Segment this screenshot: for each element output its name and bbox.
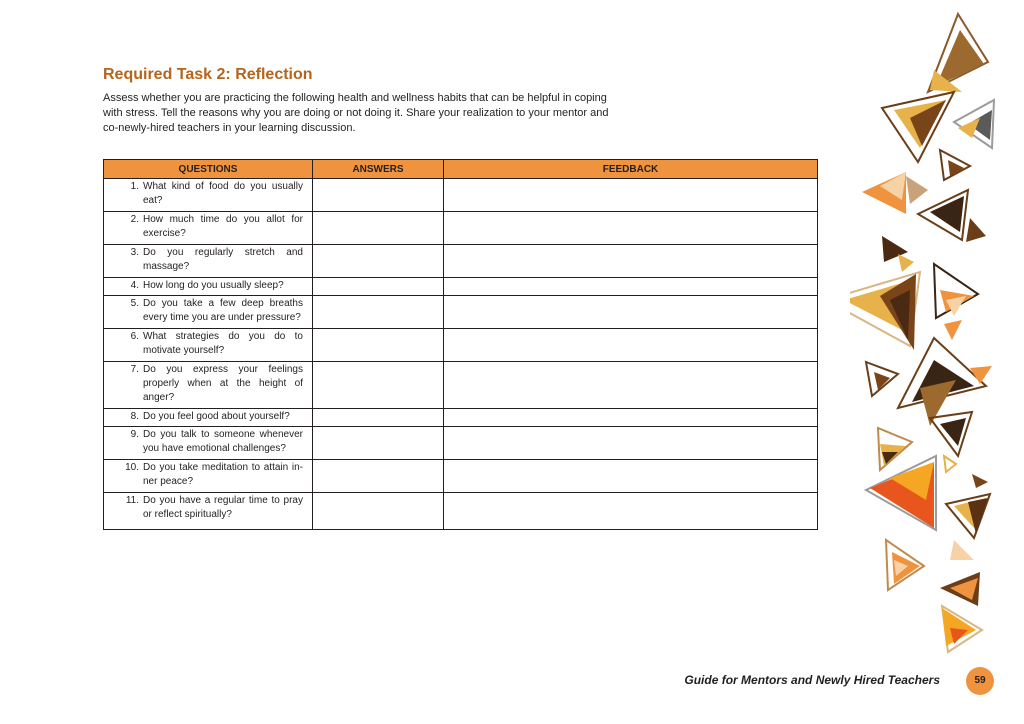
table-row bbox=[104, 245, 818, 278]
answer-cell[interactable] bbox=[313, 427, 444, 460]
question-number: 7. bbox=[130, 364, 139, 375]
question-text: How long do you usually sleep? bbox=[143, 280, 284, 291]
answer-cell[interactable] bbox=[313, 409, 444, 427]
decorative-triangle bbox=[944, 320, 962, 340]
table-row bbox=[104, 493, 818, 530]
table-row bbox=[104, 460, 818, 493]
answer-cell[interactable] bbox=[313, 296, 444, 329]
decorative-triangle bbox=[966, 218, 986, 242]
answer-cell[interactable] bbox=[313, 329, 444, 362]
decorative-triangle bbox=[898, 254, 914, 272]
question-number: 3. bbox=[130, 247, 139, 258]
question-text: What kind of food do you usually eat? bbox=[143, 181, 303, 206]
feedback-cell[interactable] bbox=[444, 278, 818, 296]
column-header-answers: ANSWERS bbox=[313, 160, 444, 179]
question-cell bbox=[104, 179, 313, 212]
decorative-triangle bbox=[944, 456, 956, 472]
decorative-triangle bbox=[920, 380, 956, 426]
decorative-triangle bbox=[972, 474, 988, 488]
question-number: 5. bbox=[130, 298, 139, 309]
question-cell bbox=[104, 278, 313, 296]
table-header-row bbox=[104, 160, 818, 179]
question-text: Do you regularly stretch and massage? bbox=[143, 247, 303, 272]
question-text: How much time do you allot for exercise? bbox=[143, 214, 303, 239]
feedback-cell[interactable] bbox=[444, 296, 818, 329]
decorative-triangles bbox=[850, 0, 1024, 660]
table-row bbox=[104, 296, 818, 329]
question-cell bbox=[104, 245, 313, 278]
column-header-feedback: FEEDBACK bbox=[444, 160, 818, 179]
question-text: Do you take a few deep breaths every time you are under pressure? bbox=[143, 298, 303, 323]
answer-cell[interactable] bbox=[313, 493, 444, 530]
answer-cell[interactable] bbox=[313, 278, 444, 296]
table-row bbox=[104, 362, 818, 409]
question-cell bbox=[104, 329, 313, 362]
feedback-cell[interactable] bbox=[444, 329, 818, 362]
page-title: Required Task 2: Reflection bbox=[103, 66, 313, 83]
decorative-triangle bbox=[930, 196, 964, 232]
question-number: 8. bbox=[130, 411, 139, 422]
feedback-cell[interactable] bbox=[444, 212, 818, 245]
question-number: 9. bbox=[130, 429, 139, 440]
decorative-triangle bbox=[942, 608, 976, 646]
feedback-cell[interactable] bbox=[444, 460, 818, 493]
question-number: 1. bbox=[130, 181, 139, 192]
page-number-badge: 59 bbox=[966, 667, 994, 695]
question-text: Do you talk to someone whenever you have emotional challenges? bbox=[143, 429, 303, 454]
question-number: 10. bbox=[125, 462, 139, 473]
table-row bbox=[104, 329, 818, 362]
question-number: 6. bbox=[130, 331, 139, 342]
question-cell bbox=[104, 460, 313, 493]
question-number: 11. bbox=[125, 495, 139, 506]
question-cell bbox=[104, 212, 313, 245]
reflection-table bbox=[103, 159, 818, 530]
question-text: Do you have a regular time to pray or reflect spiritually? bbox=[143, 495, 303, 520]
answer-cell[interactable] bbox=[313, 212, 444, 245]
question-cell bbox=[104, 427, 313, 460]
answer-cell[interactable] bbox=[313, 362, 444, 409]
question-text: Do you feel good about yourself? bbox=[143, 411, 290, 422]
answer-cell[interactable] bbox=[313, 460, 444, 493]
feedback-cell[interactable] bbox=[444, 493, 818, 530]
decorative-triangle bbox=[950, 540, 974, 560]
feedback-cell[interactable] bbox=[444, 409, 818, 427]
decorative-triangle bbox=[906, 176, 928, 204]
feedback-cell[interactable] bbox=[444, 245, 818, 278]
feedback-cell[interactable] bbox=[444, 362, 818, 409]
question-text: Do you express your feelings properly when at the height of anger? bbox=[143, 364, 303, 403]
answer-cell[interactable] bbox=[313, 179, 444, 212]
feedback-cell[interactable] bbox=[444, 179, 818, 212]
question-text: What strategies do you do to motivate yourself? bbox=[143, 331, 303, 356]
question-cell bbox=[104, 409, 313, 427]
question-number: 2. bbox=[130, 214, 139, 225]
table-row bbox=[104, 179, 818, 212]
feedback-cell[interactable] bbox=[444, 427, 818, 460]
question-cell bbox=[104, 296, 313, 329]
table-row bbox=[104, 427, 818, 460]
instructions-paragraph: Assess whether you are practicing the following health and wellness habits that can be helpful in coping with stress. Tell the reasons why you are doing or not doing it. Share your realization to your mentor and co-newly-hired teachers in your learning discussion. bbox=[103, 92, 609, 134]
table-row bbox=[104, 212, 818, 245]
table-row bbox=[104, 278, 818, 296]
answer-cell[interactable] bbox=[313, 245, 444, 278]
question-cell bbox=[104, 362, 313, 409]
column-header-questions: QUESTIONS bbox=[104, 160, 313, 179]
question-text: Do you take meditation to attain in-ner peace? bbox=[143, 462, 303, 487]
question-number: 4. bbox=[130, 280, 139, 291]
table-row bbox=[104, 409, 818, 427]
question-cell bbox=[104, 493, 313, 530]
footer-guide-title: Guide for Mentors and Newly Hired Teachers bbox=[684, 673, 940, 687]
